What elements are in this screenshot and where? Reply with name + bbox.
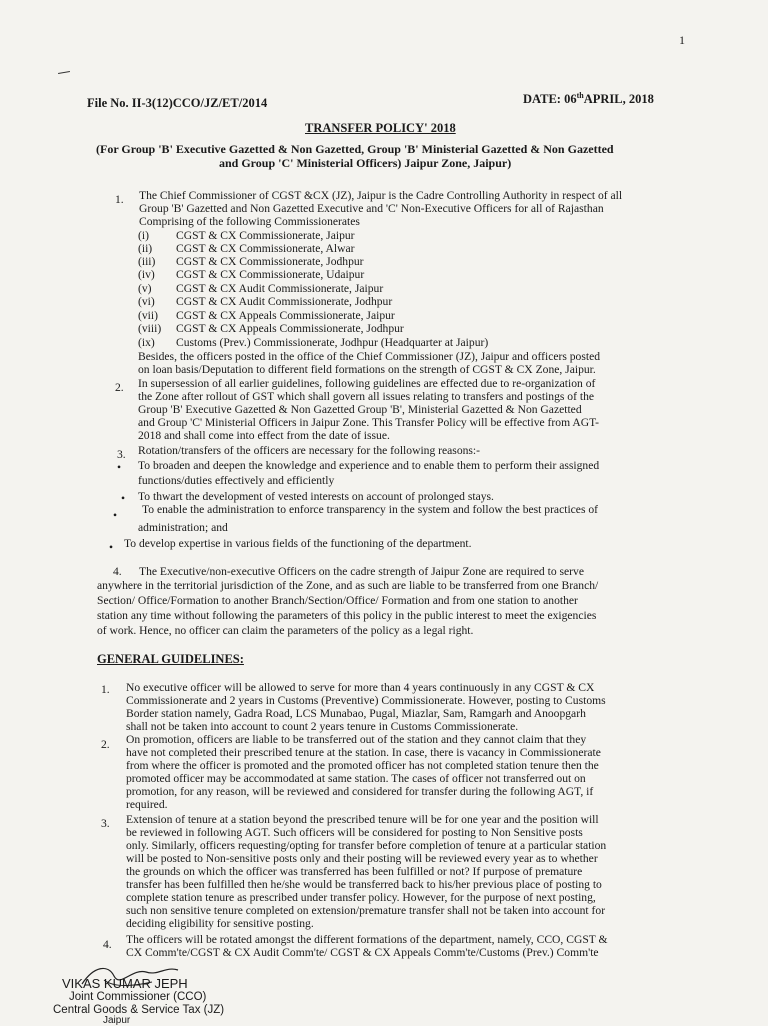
signatory-name: VIKAS KUMAR JEPH <box>62 976 188 991</box>
para1-number: 1. <box>115 193 124 206</box>
g4-line: The officers will be rotated amongst the different formations of the department, namely, CCO, CGST & <box>126 933 608 946</box>
g1-line: Border station namely, Gadra Road, LCS Munabao, Pugal, Miazlar, Sam, Ramgarh and Anoopgarh <box>126 707 586 720</box>
file-number: File No. II-3(12)CCO/JZ/ET/2014 <box>87 96 268 110</box>
para3-bullet: To develop expertise in various fields of the functioning of the department. <box>124 537 472 550</box>
g3-line: deciding eligibility for sensitive posting. <box>126 917 314 930</box>
bullet-icon: • <box>113 509 118 522</box>
para4-line: Section/ Office/Formation to another Branch/Section/Office/ Formation and from one station to another <box>97 594 578 607</box>
g3-line: the grounds on which the officer was transferred has been fulfilled or not? If purpose of premature <box>126 865 583 878</box>
list-item: (i) CGST & CX Commissionerate, Jaipur <box>138 229 355 242</box>
para2-line: and Group 'C' Ministerial Officers in Jaipur Zone. This Transfer Policy will be effective from AGT- <box>138 416 599 429</box>
page-title: TRANSFER POLICY' 2018 <box>305 121 456 135</box>
g2-line: promoted officer may be accommodated at same station. The cases of officer not transferred out on <box>126 772 586 785</box>
g3-line: complete station tenure as prescribed under transfer policy. However, for the purpose of next posting, <box>126 891 596 904</box>
page-number: 1 <box>679 33 685 47</box>
list-item: (vi) CGST & CX Audit Commissionerate, Jodhpur <box>138 295 393 308</box>
bullet-icon: • <box>117 461 122 474</box>
g4-line: CX Comm'te/CGST & CX Audit Comm'te/ CGST & CX Appeals Comm'te/Customs (Prev.) Comm'te <box>126 946 599 959</box>
g1-line: Commissionerate and 2 years in Customs (Preventive) Commissionerate. However, posting to Customs <box>126 694 606 707</box>
list-item: (iii) CGST & CX Commissionerate, Jodhpur <box>138 255 364 268</box>
para2-number: 2. <box>115 381 124 394</box>
para3-bullet: To thwart the development of vested interests on account of prolonged stays. <box>138 490 494 503</box>
list-item: (ix) Customs (Prev.) Commissionerate, Jodhpur (Headquarter at Jaipur) <box>138 336 489 349</box>
subtitle-line-2: and Group 'C' Ministerial Officers) Jaipur Zone, Jaipur) <box>219 156 512 170</box>
para2-line: Group 'B' Executive Gazetted & Non Gazetted Group 'B', Ministerial Gazetted & Non Gazetted <box>138 403 582 416</box>
para1-line: Group 'B' Gazetted and Non Gazetted Executive and 'C' Non-Executive Officers for all of Rajasthan <box>139 202 604 215</box>
bullet-icon: • <box>121 492 126 505</box>
g3-line: such non sensitive tenure completed on extension/premature transfer shall not be taken into account for <box>126 904 606 917</box>
para3-intro: Rotation/transfers of the officers are necessary for the following reasons:- <box>138 444 481 457</box>
para3-number: 3. <box>117 448 126 461</box>
list-item: (ii) CGST & CX Commissionerate, Alwar <box>138 242 355 255</box>
para3-bullet: functions/duties effectively and efficiently <box>138 474 335 487</box>
para4-line: of work. Hence, no officer can claim the parameters of the policy as a legal right. <box>97 624 474 637</box>
para2-line: the Zone after rollout of GST which shall govern all issues relating to transfers and postings of the <box>138 390 595 403</box>
list-item: (vii) CGST & CX Appeals Commissionerate, Jaipur <box>138 309 395 322</box>
para4-line: The Executive/non-executive Officers on the cadre strength of Jaipur Zone are required to serve <box>139 565 584 578</box>
para2-line: 2018 and shall come into effect from the date of issue. <box>138 429 390 442</box>
list-item: (viii) CGST & CX Appeals Commissionerate, Jodhpur <box>138 322 404 335</box>
g3-line: Extension of tenure at a station beyond the prescribed tenure will be for one year and the position will <box>126 813 599 826</box>
g1-line: shall not be taken into account to count 2 years tenure in Customs Commissionerate. <box>126 720 519 733</box>
signatory-office: Central Goods & Service Tax (JZ) <box>53 1004 225 1016</box>
para4-number: 4. <box>113 565 122 578</box>
list-item: (v) CGST & CX Audit Commissionerate, Jaipur <box>138 282 384 295</box>
issue-date: DATE: 06thAPRIL, 2018 <box>523 91 654 107</box>
g2-line: from where the officer is promoted and the promoted officer has not completed station tenure then the <box>126 759 599 772</box>
date-ordinal: th <box>576 91 584 100</box>
para1-line: Comprising of the following Commissionerates <box>139 215 360 228</box>
g4-number: 4. <box>103 938 112 951</box>
g2-line: On promotion, officers are liable to be transferred out of the station and they cannot claim that they <box>126 733 587 746</box>
para3-bullet: To enable the administration to enforce transparency in the system and follow the best practices of <box>142 503 599 516</box>
g3-line: be reviewed in following AGT. Such officers will be considered for posting to Non Sensitive posts <box>126 826 583 839</box>
general-guidelines-heading: GENERAL GUIDELINES: <box>97 652 244 666</box>
para1-line: The Chief Commissioner of CGST &CX (JZ), Jaipur is the Cadre Controlling Authority in respect of all <box>139 189 623 202</box>
g3-number: 3. <box>101 817 110 830</box>
signatory-place: Jaipur <box>103 1015 131 1026</box>
g2-line: have not completed their prescribed tenure at the station. In case, there is vacancy in Commissionerate <box>126 746 601 759</box>
bullet-icon: • <box>109 541 114 554</box>
para4-line: anywhere in the territorial jurisdiction of the Zone, and as such are liable to be transferred from one Branch/ <box>97 579 599 592</box>
g2-number: 2. <box>101 738 110 751</box>
para4-line: station any time without following the parameters of this policy in the public interest to meet the exigencies <box>97 609 597 622</box>
para3-bullet: To broaden and deepen the knowledge and experience and to enable them to perform their assigned <box>138 459 600 472</box>
subtitle-line-1: (For Group 'B' Executive Gazetted & Non Gazetted, Group 'B' Ministerial Gazetted & Non Gazetted <box>96 142 614 156</box>
g2-line: promotion, for any reason, will be reviewed and considered for transfer during the following AGT, if <box>126 785 594 798</box>
para1-besides: Besides, the officers posted in the office of the Chief Commissioner (JZ), Jaipur and officers posted <box>138 350 601 363</box>
margin-mark <box>58 71 70 74</box>
g1-number: 1. <box>101 683 110 696</box>
g3-line: will be posted to Non-sensitive posts only and their posting will be reviewed every year as to whether <box>126 852 598 865</box>
list-item: (iv) CGST & CX Commissionerate, Udaipur <box>138 268 365 281</box>
g1-line: No executive officer will be allowed to serve for more than 4 years continuously in any CGST & CX <box>126 681 595 694</box>
g3-line: transfer has been fulfilled then he/she would be transferred back to his/her previous place of posting to <box>126 878 602 891</box>
signatory-designation: Joint Commissioner (CCO) <box>69 991 207 1003</box>
g2-line: required. <box>126 798 168 811</box>
g3-line: only. Similarly, officers requesting/opting for transfer before completion of tenure at a particular station <box>126 839 607 852</box>
para2-line: In supersession of all earlier guidelines, following guidelines are effected due to re-organization of <box>138 377 596 390</box>
para1-besides: on loan basis/Deputation to different field formations on the strength of CGST & CX Zone, Jaipur. <box>138 363 596 376</box>
para3-bullet: administration; and <box>138 521 228 534</box>
